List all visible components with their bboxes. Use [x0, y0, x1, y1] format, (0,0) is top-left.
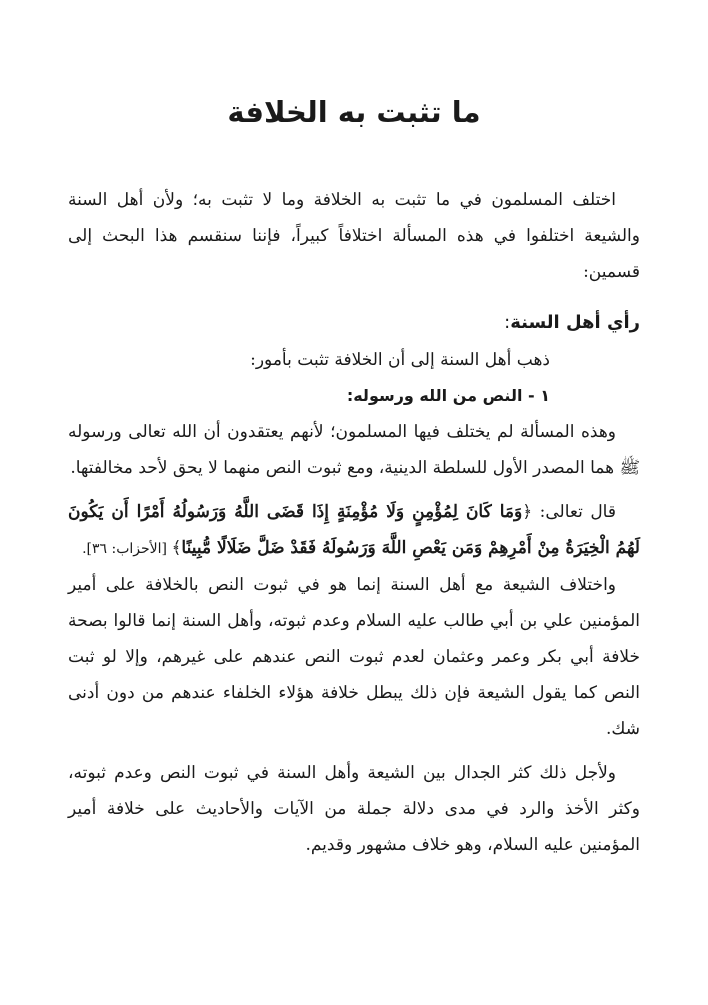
point-heading: ١ - النص من الله ورسوله:: [346, 386, 550, 405]
quran-quote-paragraph: [68, 494, 640, 567]
shia-paragraph: واختلاف الشيعة مع أهل السنة إنما هو في ثبوت النص بالخلافة على أمير المؤمنين علي بن أبي طالب عليه السلام وعدم ثبوته، وأهل السنة إنما قالوا بصحة خلافة أبي بكر وعمر وعثمان لعدم ثبوت النص عندهم على غيرهم، وإلا لو ثبت النص كما يقول الشيعة فإن ذلك يبطل خلافة هؤلاء الخلفاء عندهم من دون أدنى شك.: [68, 575, 640, 739]
section-lead: ذهب أهل السنة إلى أن الخلافة تثبت بأمور:: [250, 350, 550, 370]
point-paragraph: وهذه المسألة لم يختلف فيها المسلمون؛ لأنهم يعتقدون أن الله تعالى ورسوله ﷺ هما المصدر الأول للسلطة الدينية، ومع ثبوت النص منهما لا يحق لأحد مخالفتها.: [68, 422, 640, 478]
quote-close-bracket: ﴾: [171, 538, 182, 558]
section-heading-text: رأي أهل السنة: [510, 312, 640, 333]
quran-verse: وَمَا كَانَ لِمُؤْمِنٍ وَلَا مُؤْمِنَةٍ إِذَا قَضَى اللَّهُ وَرَسُولُهُ أَمْرًا أَن يَكُونَ لَهُمُ الْخِيَرَةُ مِنْ أَمْرِهِمْ وَمَن يَعْصِ اللَّهَ وَرَسُولَهُ فَقَدْ ضَلَّ ضَلَالًا مُّبِينًا: [68, 502, 640, 558]
quote-intro: قال تعالى:: [532, 502, 616, 522]
verse-reference: [الأحزاب: ٣٦].: [82, 541, 172, 557]
page-title: ما تثبت به الخلافة: [227, 95, 481, 129]
quote-open-bracket: ﴿: [522, 502, 533, 522]
section-heading-colon: :: [504, 312, 511, 333]
debate-paragraph: ولأجل ذلك كثر الجدال بين الشيعة وأهل السنة في ثبوت النص وعدم ثبوته، وكثر الأخذ والرد في مدى دلالة جملة من الآيات والأحاديث على خلافة أمير المؤمنين عليه السلام، وهو خلاف مشهور وقديم.: [68, 763, 640, 855]
intro-paragraph: اختلف المسلمون في ما تثبت به الخلافة وما لا تثبت به؛ ولأن أهل السنة والشيعة اختلفوا في هذه المسألة اختلافاً كبيراً، فإننا سنقسم هذا البحث إلى قسمين:: [68, 190, 640, 282]
section-heading: [68, 306, 640, 340]
